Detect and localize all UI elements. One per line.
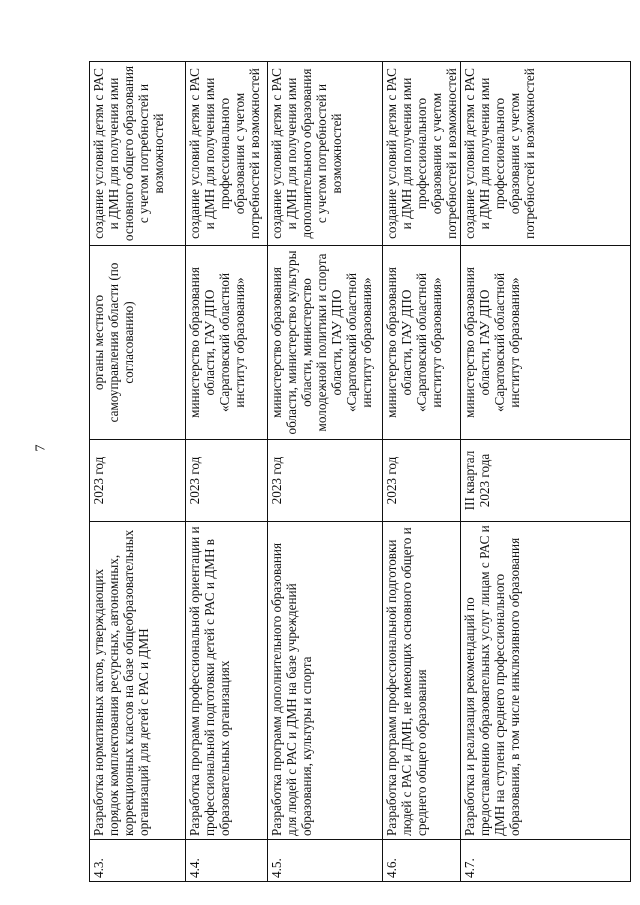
activity-cell: Разработка программ профессиональной подготовки людей с РАС и ДМН, не имеющих основного общего и среднего общего образования: [383, 522, 461, 840]
term-cell: III квартал 2023 года: [461, 440, 631, 522]
table-row: [90, 62, 186, 882]
result-cell: создание условий детям с РАС и ДМН для получения ими основного общего образования с учетом потребностей и возможностей: [90, 62, 186, 246]
result-cell: создание условий детям с РАС и ДМН для получения ими дополнительного образования с учетом потребностей и возможностей: [268, 62, 383, 246]
table-row: [186, 62, 268, 882]
activity-cell: Разработка нормативных актов, утверждающих порядок комплектования ресурсных, автономных, коррекционных классов на базе общеобразовательных организаций для детей с РАС и ДМН: [90, 522, 186, 840]
activity-cell: Разработка программ дополнительного образования для людей с РАС и ДМН на базе учреждений образования, культуры и спорта: [268, 522, 383, 840]
table-row: [461, 62, 631, 882]
executor-cell: министерство образования области, министерство культуры области, министерство молодежной политики и спорта области, ГАУ ДПО «Саратовский областной институт образования»: [268, 246, 383, 440]
row-number: 4.5.: [268, 840, 383, 882]
term-cell: 2023 год: [90, 440, 186, 522]
executor-cell: министерство образования области, ГАУ ДПО «Саратовский областной институт образования»: [186, 246, 268, 440]
activity-cell: Разработка и реализация рекомендаций по предоставлению образовательных услуг лицам с РАС и ДМН на ступени среднего профессионального образования, в том числе инклюзивного образования: [461, 522, 631, 840]
activities-table: [89, 61, 631, 882]
row-number: 4.6.: [383, 840, 461, 882]
term-cell: 2023 год: [268, 440, 383, 522]
term-cell: 2023 год: [186, 440, 268, 522]
row-number: 4.3.: [90, 840, 186, 882]
executor-cell: министерство образования области, ГАУ ДПО «Саратовский областной институт образования»: [383, 246, 461, 440]
rotated-table-container: [89, 62, 630, 882]
activity-cell: Разработка программ профессиональной ориентации и профессиональной подготовки детей с РАС и ДМН в образовательных организациях: [186, 522, 268, 840]
term-cell: 2023 год: [383, 440, 461, 522]
executor-cell: органы местного самоуправления области (по согласованию): [90, 246, 186, 440]
executor-cell: министерство образования области, ГАУ ДПО «Саратовский областной институт образования»: [461, 246, 631, 440]
row-number: 4.4.: [186, 840, 268, 882]
result-cell: создание условий детям с РАС и ДМН для получения ими профессионального образования с учетом потребностей и возможностей: [186, 62, 268, 246]
result-cell: создание условий детям с РАС и ДМН для получения ими профессионального образования с учетом потребностей и возможностей: [461, 62, 631, 246]
result-cell: создание условий детям с РАС и ДМН для получения ими профессионального образования с учетом потребностей и возможностей: [383, 62, 461, 246]
table-row: [383, 62, 461, 882]
page-number: 7: [33, 444, 49, 452]
table-row: [268, 62, 383, 882]
row-number: 4.7.: [461, 840, 631, 882]
